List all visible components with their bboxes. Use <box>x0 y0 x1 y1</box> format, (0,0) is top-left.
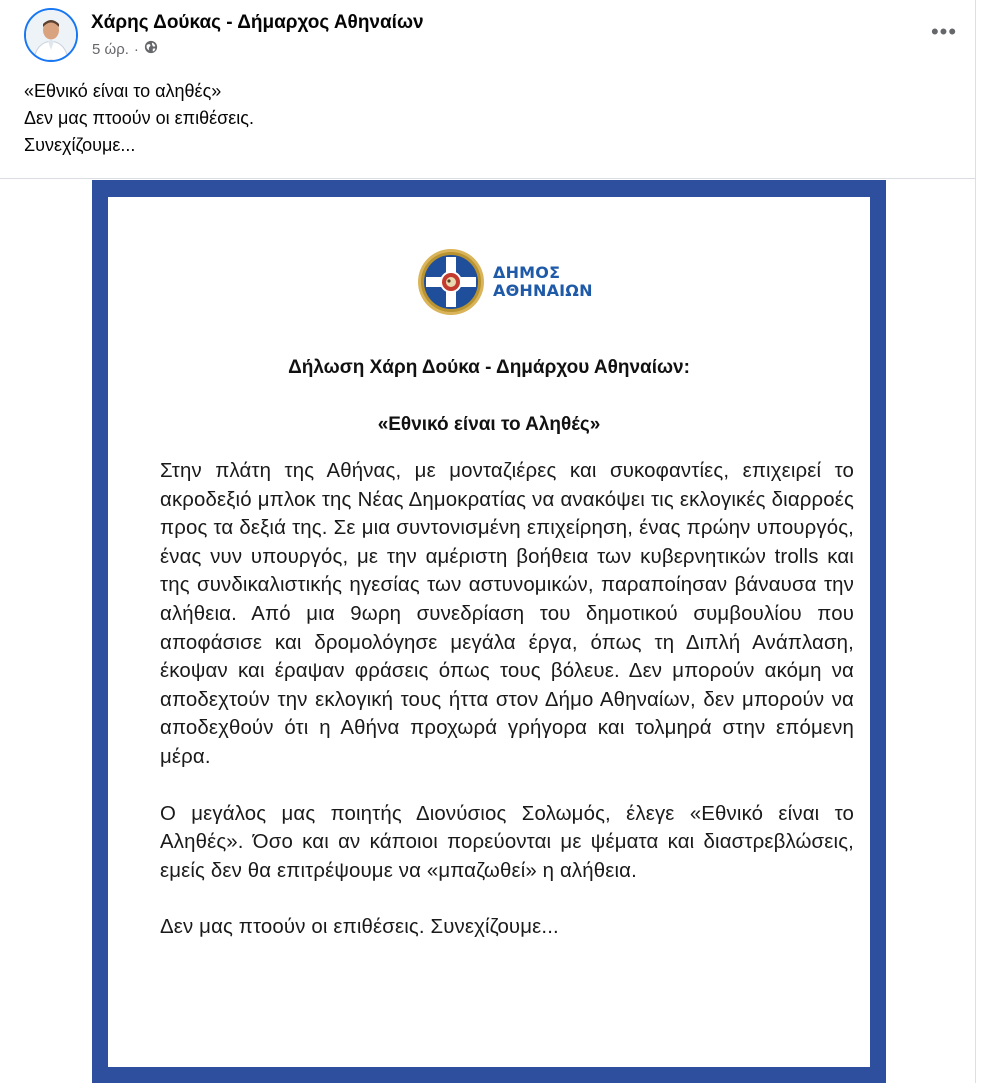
post-text-line: Δεν μας πτοούν οι επιθέσεις. <box>24 108 254 128</box>
post-image[interactable] <box>92 180 886 1083</box>
statement-subtitle: «Εθνικό είναι το Αληθές» <box>377 414 601 435</box>
more-options-button[interactable] <box>926 18 962 46</box>
profile-photo-icon <box>26 10 76 60</box>
avatar[interactable] <box>24 8 78 62</box>
statement-body <box>160 457 854 970</box>
globe-icon[interactable] <box>144 40 158 58</box>
logo-text <box>493 264 593 300</box>
post-author-name[interactable]: Χάρης Δούκας - Δήμαρχος Αθηναίων <box>91 12 424 33</box>
statement-paragraph: Δεν μας πτοούν οι επιθέσεις. Συνεχίζουμε... <box>160 916 559 939</box>
post-text-line: Συνεχίζουμε... <box>24 135 136 155</box>
post-divider <box>0 178 976 179</box>
more-options-icon: ••• <box>930 19 958 44</box>
statement-document <box>108 197 870 1067</box>
statement-paragraph: Στην πλάτη της Αθήνας, με μονταζιέρες και συκοφαντίες, επιχειρεί το ακροδεξιό μπλοκ της Νέας Δημοκρατίας να ανακόψει τις εκλογικές διαρροές προς τα δεξιά της. Σε μια συντονισμένη επιχείρηση, ένας πρώην υπουργός, ένας νυν υπουργός, με την αμέριστη βοήθεια των κυβερνητικών trolls και της συνδικαλιστικής ηγεσίας των αστυνομικών, παραποίησαν βάναυσα την αλήθεια. Από μια 9ωρη συνεδρίαση του δημοτικού συμβουλίου που αποφάσισε και δρομολόγησε μεγάλα έργα, όπως τη Διπλή Ανάπλαση, έκοψαν και έραψαν φράσεις όπως τους βόλευε. Δεν μπορούν ακόμη να αποδεχτούν την εκλογική τους ήττα στον Δήμο Αθηναίων, δεν μπορούν να αποδεχθούν ότι η Αθήνα προχωρά γρήγορα και τολμηρά στην επόμενη μέρα. <box>160 460 854 768</box>
municipality-logo <box>416 247 626 317</box>
post-text <box>24 78 254 159</box>
statement-title: Δήλωση Χάρη Δούκα - Δημάρχου Αθηναίων: <box>288 357 690 378</box>
logo-text-line: ΔΗΜΟΣ <box>493 263 561 282</box>
municipality-emblem-icon <box>416 247 486 317</box>
post-header <box>24 8 964 64</box>
logo-text-line: ΑΘΗΝΑΙΩΝ <box>493 281 593 300</box>
post-meta <box>92 40 158 58</box>
post-text-line: «Εθνικό είναι το αληθές» <box>24 81 222 101</box>
statement-paragraph: Ο μεγάλος μας ποιητής Διονύσιος Σολωμός, έλεγε «Εθνικό είναι το Αληθές». Όσο και αν κάποιοι πορεύονται με ψέματα και διαστρεβλώσεις, εμείς δεν θα επιτρέψουμε να «μπαζωθεί» η αλήθεια. <box>160 802 854 882</box>
post-timestamp[interactable]: 5 ώρ. <box>92 40 129 58</box>
meta-separator: · <box>133 40 139 58</box>
